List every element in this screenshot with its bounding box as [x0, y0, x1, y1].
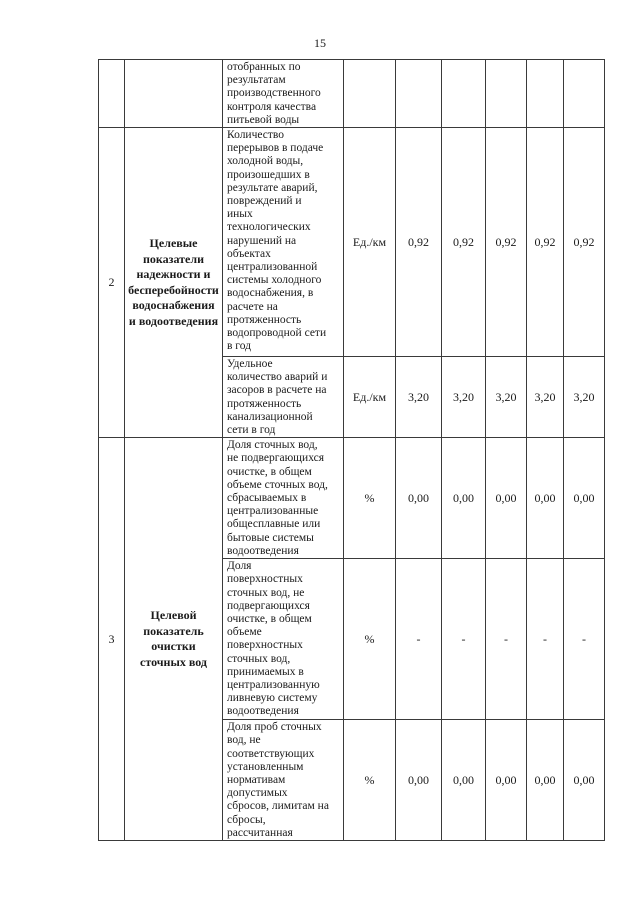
value-cell: 0,00: [564, 438, 605, 559]
unit-cell: %: [344, 720, 396, 841]
value-cell: 0,00: [564, 720, 605, 841]
value-cell: -: [396, 559, 442, 720]
group-name-cell: Целевой показатель очистки сточных вод: [125, 438, 223, 841]
value-cell: 3,20: [564, 357, 605, 438]
value-cell: [442, 60, 486, 128]
value-cell: 0,00: [442, 720, 486, 841]
table-row: [99, 60, 605, 128]
value-cell: 3,20: [486, 357, 527, 438]
value-cell: 0,00: [396, 438, 442, 559]
unit-cell: %: [344, 559, 396, 720]
value-cell: 0,00: [527, 438, 564, 559]
unit-cell: Ед./км: [344, 357, 396, 438]
value-cell: -: [486, 559, 527, 720]
value-cell: [396, 60, 442, 128]
value-cell: 3,20: [442, 357, 486, 438]
value-cell: [486, 60, 527, 128]
value-cell: 0,92: [486, 128, 527, 357]
row-number-cell: 3: [99, 438, 125, 841]
value-cell: 3,20: [396, 357, 442, 438]
value-cell: 0,00: [527, 720, 564, 841]
value-cell: -: [442, 559, 486, 720]
value-cell: -: [527, 559, 564, 720]
value-cell: 0,00: [442, 438, 486, 559]
value-cell: 0,92: [396, 128, 442, 357]
unit-cell: Ед./км: [344, 128, 396, 357]
value-cell: 0,00: [486, 438, 527, 559]
value-cell: [564, 60, 605, 128]
indicator-description: отобранных по результатам производственного контроля качества питьевой воды: [223, 60, 344, 128]
group-name-cell: [125, 60, 223, 128]
table-row: [99, 438, 605, 559]
unit-cell: [344, 60, 396, 128]
value-cell: 0,92: [564, 128, 605, 357]
value-cell: 0,00: [486, 720, 527, 841]
group-name-cell: Целевые показатели надежности и бесперебойности водоснабжения и водоотведения: [125, 128, 223, 438]
page-number: 15: [314, 36, 326, 50]
indicator-description: Доля сточных вод, не подвергающихся очистке, в общем объеме сточных вод, сбрасываемых в централизованные общесплавные или бытовые системы водоотведения: [223, 438, 344, 559]
table-row: [99, 128, 605, 357]
value-cell: 0,00: [396, 720, 442, 841]
value-cell: 3,20: [527, 357, 564, 438]
indicator-description: Удельное количество аварий и засоров в расчете на протяженность канализационной сети в год: [223, 357, 344, 438]
row-number-cell: 2: [99, 128, 125, 438]
indicators-table: [98, 59, 605, 841]
value-cell: 0,92: [442, 128, 486, 357]
value-cell: 0,92: [527, 128, 564, 357]
value-cell: -: [564, 559, 605, 720]
indicator-description: Количество перерывов в подаче холодной воды, произошедших в результате аварий, повреждений и иных технологических нарушений на объектах централизованной системы холодного водоснабжения, в расчете на протяженность водопроводной сети в год: [223, 128, 344, 357]
indicator-description: Доля проб сточных вод, не соответствующих установленным нормативам допустимых сбросов, лимитам на сбросы, рассчитанная: [223, 720, 344, 841]
indicator-description: Доля поверхностных сточных вод, не подвергающихся очистке, в общем объеме поверхностных сточных вод, принимаемых в централизованную ливневую систему водоотведения: [223, 559, 344, 720]
unit-cell: %: [344, 438, 396, 559]
value-cell: [527, 60, 564, 128]
row-number-cell: [99, 60, 125, 128]
